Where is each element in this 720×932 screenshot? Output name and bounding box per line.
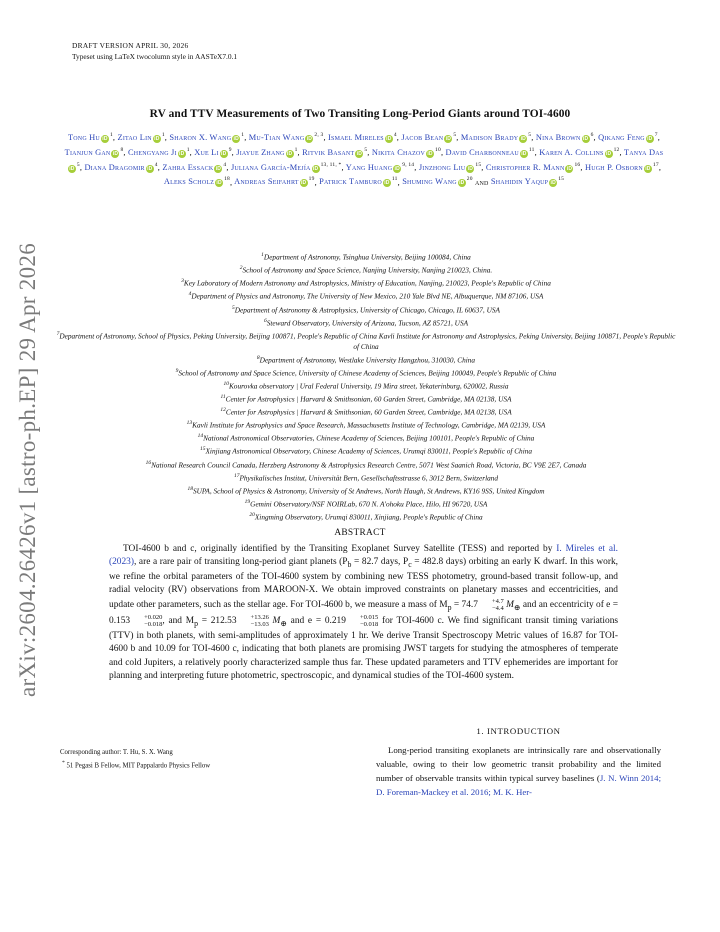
author-name[interactable]: Andreas Seifahrt xyxy=(234,177,299,187)
affiliation-line xyxy=(56,303,676,316)
orcid-icon[interactable]: iD xyxy=(286,150,293,157)
author-list: Tong Hu $iD^1$, Zitao Lin $iD^1$, Sharon X. Wang $iD^1$, Mu-Tian Wang iD$^{2, 3}$, Ismael Mireles $iD^4$, Jacob Bean $iD^5$, Madison Brady $iD^5$, Nina Brown $iD^6$, Qikang Feng $iD^7$, Tianjun Gan $iD^8$, Chengyang Ji $iD^1$, Xue Li $iD^9$, Jiayue Zhang $iD^1$, Ritvik Basant $iD^5$, Nikita Chazov $iD^{10}$, David Charbonneau $iD^{11}$, Karen A. Collins $iD^{12}$, Tanya DasiD$^5$, Diana Dragomir $iD^4$, Zahra Essack $iD^4$, Juliana García-Mejía $iD^{13, 11, *}$, Yang Huang iD$^{9, 14}$, Jinzhong Liu $iD^{15}$, Christopher R. Mann $iD^{16}$, Hugh P. Osborn $iD^{17}$, Aleks Scholz $iD^{18}$, Andreas Seifahrt $iD^{19}$, Patrick Tamburo $iD^{11}$, Shuming Wang $iD^{20}$ and Shahidin Yaqup $iD^{15}$ xyxy=(64,132,664,187)
affiliation-text: Xingming Observatory, Urumqi 830011, Xinjiang, People's Republic of China xyxy=(254,512,483,522)
author-name[interactable]: Tong Hu xyxy=(67,132,100,142)
affiliation-line xyxy=(56,471,676,484)
affiliation-text: SUPA, School of Physics & Astronomy, University of St Andrews, North Haugh, St Andrews, KY16 9SS, United Kingdom xyxy=(192,486,545,496)
author-affiliation-mark: 13, 11, * xyxy=(320,161,342,168)
orcid-icon[interactable]: iD xyxy=(356,150,363,157)
affiliation-text: Department of Astronomy, Tsinghua University, Beijing 100084, China xyxy=(263,252,471,262)
affiliation-number: 6 xyxy=(263,317,267,324)
author-name[interactable]: Diana Dragomir xyxy=(84,162,145,172)
author-affiliation-mark: 12 xyxy=(613,146,620,153)
orcid-icon[interactable]: iD xyxy=(605,150,612,157)
affiliation-line xyxy=(56,289,676,302)
affiliation-number: 19 xyxy=(244,498,251,505)
affiliation-text: School of Astronomy and Space Science, Nanjing University, Nanjing 210023, China. xyxy=(242,265,493,275)
author-affiliation-mark: 17 xyxy=(652,161,659,168)
author-affiliation-mark: 2, 3 xyxy=(314,132,324,138)
affiliation-number: 11 xyxy=(220,393,226,400)
affiliation-number: 3 xyxy=(181,278,184,285)
affiliation-number: 8 xyxy=(256,354,260,361)
author-name[interactable]: Qikang Feng xyxy=(598,132,645,142)
author-name[interactable]: Mu-Tian Wang xyxy=(248,132,305,142)
author-affiliation-mark: 9 xyxy=(228,146,232,153)
author-name[interactable]: Shahidin Yaqup xyxy=(490,177,549,187)
affiliation-number: 10 xyxy=(223,380,229,387)
affiliation-line xyxy=(56,431,676,444)
orcid-icon[interactable]: iD xyxy=(386,135,392,142)
affiliation-line xyxy=(56,497,676,510)
author-affiliation-mark: 1 xyxy=(109,132,113,138)
orcid-icon[interactable]: iD xyxy=(312,165,319,172)
affiliation-line xyxy=(56,276,676,289)
affiliation-text: Department of Physics and Astronomy, The University of New Mexico, 210 Yale Blvd NE, Albuquerque, NM 87106, USA xyxy=(191,291,544,301)
author-entry xyxy=(328,133,397,142)
affiliation-line xyxy=(56,392,676,405)
affiliation-line xyxy=(56,444,676,457)
author-affiliation-mark: 1 xyxy=(294,146,298,153)
orcid-icon[interactable]: iD xyxy=(582,135,589,142)
author-entry xyxy=(249,133,324,142)
affiliation-number: 7 xyxy=(56,330,60,337)
affiliation-number: 15 xyxy=(199,446,206,453)
affiliation-text: National Astronomical Observatories, Chinese Academy of Sciences, Beijing 100101, People's Republic of China xyxy=(203,433,535,443)
author-entry xyxy=(169,133,244,142)
author-name[interactable]: Ritvik Basant xyxy=(302,147,355,157)
affiliation-line xyxy=(56,405,676,418)
author-and: and xyxy=(474,177,489,187)
corresponding-author: Corresponding author: T. Hu, S. X. Wang xyxy=(60,749,173,756)
typeset-line: Typeset using LaTeX twocolumn style in AASTeX7.0.1 xyxy=(72,51,238,61)
author-entry xyxy=(234,177,314,186)
author-entry xyxy=(68,133,113,142)
author-name[interactable]: Jiayue Zhang xyxy=(236,147,285,157)
author-name[interactable]: Zitao Lin xyxy=(117,132,152,142)
orcid-icon[interactable]: iD xyxy=(427,150,433,157)
orcid-icon[interactable]: iD xyxy=(102,135,108,142)
author-affiliation-mark: 4 xyxy=(154,161,158,168)
running-header xyxy=(72,41,237,62)
author-name[interactable]: David Charbonneau xyxy=(445,147,519,157)
author-affiliation-mark: 5 xyxy=(364,146,368,153)
author-entry xyxy=(128,148,190,157)
orcid-icon[interactable]: iD xyxy=(216,180,222,187)
author-entry xyxy=(302,148,367,157)
affiliation-line xyxy=(56,484,676,497)
affiliation-text: Xinjiang Astronomical Observatory, Chinese Academy of Sciences, Urumqi 830011, People's Republic of China xyxy=(205,446,533,456)
author-affiliation-mark: 7 xyxy=(654,132,658,138)
author-entry xyxy=(402,177,472,186)
author-entry xyxy=(446,148,535,157)
abstract-heading: ABSTRACT xyxy=(334,528,386,538)
author-name[interactable]: Chengyang Ji xyxy=(128,147,177,157)
orcid-icon[interactable]: iD xyxy=(647,135,653,142)
author-name[interactable]: Jinzhong Liu xyxy=(418,162,466,172)
author-affiliation-mark: 8 xyxy=(120,146,124,153)
author-entry xyxy=(486,163,581,172)
author-entry xyxy=(419,163,481,172)
orcid-icon[interactable]: iD xyxy=(384,180,390,187)
orcid-icon[interactable]: iD xyxy=(112,150,119,157)
paper-title: RV and TTV Measurements of Two Transiting Long-Period Giants around TOI-4600 xyxy=(149,108,571,120)
author-affiliation-mark: 4 xyxy=(223,161,227,168)
affiliation-text: School of Astronomy and Space Science, University of Chinese Academy of Sciences, Beijing 100049, People's Republic of China xyxy=(178,368,557,378)
affiliation-text: Kourovka observatory | Ural Federal University, 19 Mira street, Yekaterinburg, 620002, Russia xyxy=(228,381,509,391)
author-affiliation-mark: 16 xyxy=(574,161,581,168)
author-name[interactable]: Sharon X. Wang xyxy=(169,132,232,142)
affiliation-text: Center for Astrophysics | Harvard & Smithsonian, 60 Garden Street, Cambridge, MA 02138, USA xyxy=(225,394,512,404)
affiliation-line xyxy=(56,366,676,379)
author-name[interactable]: Shuming Wang xyxy=(402,177,457,187)
affiliation-line xyxy=(56,353,676,366)
orcid-icon[interactable]: iD xyxy=(233,135,239,142)
author-name[interactable]: Patrick Tamburo xyxy=(319,177,382,187)
affiliation-number: 12 xyxy=(220,407,226,414)
affiliation-number: 20 xyxy=(249,512,255,519)
author-affiliation-mark: 1 xyxy=(241,132,245,138)
author-affiliation-mark: 20 xyxy=(466,176,473,183)
affiliation-text: Physikalisches Institut, Universität Bern, Gesellschaftsstrasse 6, 3012 Bern, Switzerland xyxy=(239,473,499,483)
author-entry xyxy=(491,177,564,186)
author-name[interactable]: Xue Li xyxy=(194,147,219,157)
author-affiliation-mark: 1 xyxy=(186,146,190,153)
author-affiliation-mark: 5 xyxy=(528,132,532,138)
affiliation-number: 2 xyxy=(239,265,243,272)
author-entry xyxy=(118,133,165,142)
affiliation-number: 9 xyxy=(175,367,179,374)
author-name[interactable]: Jacob Bean xyxy=(401,132,444,142)
affiliation-text: Steward Observatory, University of Arizona, Tucson, AZ 85721, USA xyxy=(266,318,469,328)
affiliation-number: 18 xyxy=(187,485,193,492)
author-affiliation-mark: 6 xyxy=(590,132,594,138)
author-affiliation-mark: 5 xyxy=(76,161,80,168)
citation-link[interactable]: J. N. Winn 2014; D. Foreman-Mackey et al. 2016; M. K. Her- xyxy=(376,773,662,798)
author-name[interactable]: Zahra Essack xyxy=(162,162,214,172)
fellow-footnote: * 51 Pegasi B Fellow, MIT Pappalardo Physics Fellow xyxy=(62,760,211,770)
affiliation-number: 14 xyxy=(197,433,204,440)
affiliation-number: 4 xyxy=(188,291,192,298)
author-affiliation-mark: 5 xyxy=(453,132,457,138)
author-affiliation-mark: 1 xyxy=(161,132,165,138)
author-entry xyxy=(585,163,659,172)
author-affiliation-mark: 11 xyxy=(391,176,398,183)
author-name[interactable]: Karen A. Collins xyxy=(539,147,604,157)
author-entry xyxy=(319,177,397,186)
orcid-icon[interactable]: iD xyxy=(394,165,400,172)
author-name[interactable]: Tianjun Gan xyxy=(64,147,111,157)
author-entry xyxy=(536,133,594,142)
orcid-icon[interactable]: iD xyxy=(645,165,651,172)
affiliation-line xyxy=(56,250,676,263)
affiliation-line xyxy=(56,510,676,523)
arxiv-identifier: arXiv:2604.26426v1 [astro-ph.EP] 29 Apr 2026 xyxy=(15,243,40,697)
author-entry xyxy=(346,163,415,172)
author-entry xyxy=(65,148,124,157)
orcid-icon[interactable]: iD xyxy=(69,165,75,172)
affiliation-text: National Research Council Canada, Herzberg Astronomy & Astrophysics Research Centre, 5071 West Saanich Road, Victoria, BC V9E 2E7, Canada xyxy=(151,460,587,469)
author-affiliation-mark: 11 xyxy=(528,146,535,153)
affiliation-number: 5 xyxy=(232,304,235,311)
author-affiliation-mark: 18 xyxy=(224,176,231,183)
orcid-icon[interactable]: iD xyxy=(147,165,153,172)
affiliation-number: 17 xyxy=(233,472,240,479)
affiliation-text: Department of Astronomy, School of Physics, Peking University, Beijing 100871, People's Republic of China Kavli Institute for Astronomy and Astrophysics, Peking University, Beijing 100871, People's Republic of China xyxy=(59,331,676,351)
affiliation-number: 1 xyxy=(261,252,264,258)
author-entry xyxy=(598,133,658,142)
author-entry xyxy=(236,148,297,157)
orcid-icon[interactable]: iD xyxy=(566,165,573,172)
author-entry xyxy=(84,163,157,172)
author-entry xyxy=(372,148,441,157)
author-affiliation-mark: 15 xyxy=(558,176,565,183)
author-affiliation-mark: 4 xyxy=(393,132,397,138)
author-entry xyxy=(539,148,619,157)
affiliation-line xyxy=(56,379,676,392)
affiliation-line xyxy=(56,418,676,431)
affiliation-list xyxy=(56,250,676,523)
citation-link[interactable]: I. Mireles et al. (2023) xyxy=(109,544,618,568)
author-affiliation-mark: 10 xyxy=(435,146,441,153)
author-affiliation-mark: 15 xyxy=(475,161,482,168)
orcid-icon[interactable]: iD xyxy=(521,150,527,157)
author-name[interactable]: Nina Brown xyxy=(535,132,581,142)
affiliation-text: Key Laboratory of Modern Astronomy and Astrophysics, Ministry of Education, Nanjing, 210023, People's Republic of China xyxy=(183,278,551,288)
affiliation-line xyxy=(56,316,676,329)
affiliation-line xyxy=(56,458,676,471)
affiliation-number: 13 xyxy=(186,420,193,427)
orcid-icon[interactable]: iD xyxy=(550,180,556,187)
author-name[interactable]: Aleks Scholz xyxy=(163,177,215,187)
author-entry xyxy=(461,133,531,142)
orcid-icon[interactable]: iD xyxy=(467,165,474,172)
author-affiliation-mark: 19 xyxy=(308,176,315,183)
orcid-icon[interactable]: iD xyxy=(221,150,227,157)
affiliation-text: Center for Astrophysics | Harvard & Smithsonian, 60 Garden Street, Cambridge, MA 02138, USA xyxy=(225,407,512,417)
affiliation-line xyxy=(56,263,676,276)
author-affiliation-mark: 9, 14 xyxy=(402,161,415,168)
affiliation-number: 16 xyxy=(145,459,152,466)
affiliation-text: Kavli Institute for Astrophysics and Space Research, Massachusetts Institute of Technology, Cambridge, MA 02139, USA xyxy=(192,420,546,430)
orcid-icon[interactable]: iD xyxy=(520,135,526,142)
orcid-icon[interactable]: iD xyxy=(445,135,452,142)
author-name[interactable]: Tanya Das xyxy=(623,147,664,157)
footnotes xyxy=(60,748,350,772)
draft-version-line: DRAFT VERSION APRIL 30, 2026 xyxy=(72,41,189,50)
author-name[interactable]: Hugh P. Osborn xyxy=(584,162,643,172)
orcid-icon[interactable]: iD xyxy=(300,180,307,187)
author-entry xyxy=(401,133,456,142)
author-name[interactable]: Madison Brady xyxy=(460,132,519,142)
orcid-icon[interactable]: iD xyxy=(459,180,465,187)
author-name[interactable]: Ismael Mireles xyxy=(328,132,384,142)
author-name[interactable]: Juliana García-Mejía xyxy=(230,162,311,172)
author-entry xyxy=(194,148,231,157)
orcid-icon[interactable]: iD xyxy=(178,150,185,157)
orcid-icon[interactable]: iD xyxy=(306,135,313,142)
affiliation-text: Department of Astronomy, Westlake University Hangzhou, 310030, China xyxy=(259,355,476,364)
author-entry xyxy=(164,177,230,186)
author-entry xyxy=(162,163,226,172)
introduction-body: Long-period transiting exoplanets are intrinsically rare and observationally valuable, owing to their low geometric transit probability and the limited number of observable transits within typical survey baselines (J. N. Winn 2014; D. Foreman-Mackey et al. 2016; M. K. Her- xyxy=(376,745,662,798)
affiliation-text: Gemini Observatory/NSF NOIRLab, 670 N. A'ohoku Place, Hilo, HI 96720, USA xyxy=(250,499,488,509)
affiliation-text: Department of Astronomy & Astrophysics, University of Chicago, Chicago, IL 60637, USA xyxy=(234,304,500,314)
orcid-icon[interactable]: iD xyxy=(154,135,160,142)
abstract-body: TOI-4600 b and c, originally identified by the Transiting Exoplanet Survey Satellite (TESS) and reported by I. Mireles et al. (2023), are a rare pair of transiting long-period giant planets ($P_b = 82.7$ days, $P_c = 482.8$ days) orbiting an early K dwarf. In this work, we refine the orbital parameters of the TOI-4600 system by combining new TESS photometry, ground-based transit follow-up, and radial velocity (RV) observations from MAROON-X. We obtain improved constraints on planetary masses and eccentricities, and update other parameters, such as the stellar age. For TOI-4600 b, we measure a mass of $M_p = 74.7$ +4.7 −4.4 $M_\oplus$ and an eccentricity of e = 0.153 +0.020 −0.018 , and $M_p = 212.53$ +13.26 −13.03 $M_\oplus$ and e = 0.219 +0.015 −0.018 for TOI-4600 c. We find significant transit timing variations (TTV) in both planets, with semi-amplitudes of approximately 1 hr. We derive Transit Spectroscopy Metric values of 16.87 for TOI-4600 b and 10.09 for TOI-4600 c, indicating that both planets are promising JWST targets for studying the atmospheres of temperate and cold Jupiters, a relatively poorly characterized sample thus far. These updated parameters and TTV ephemerides are important for planning and interpreting future photometric, spectroscopic, and dynamical studies of the TOI-4600 system. xyxy=(109,544,619,681)
affiliation-line xyxy=(56,329,676,353)
introduction-heading: 1. INTRODUCTION xyxy=(476,726,561,736)
orcid-icon[interactable]: iD xyxy=(215,165,222,172)
author-name[interactable]: Yang Huang xyxy=(345,162,393,172)
author-entry xyxy=(231,163,342,172)
author-name[interactable]: Christopher R. Mann xyxy=(485,162,565,172)
author-name[interactable]: Nikita Chazov xyxy=(371,147,426,157)
